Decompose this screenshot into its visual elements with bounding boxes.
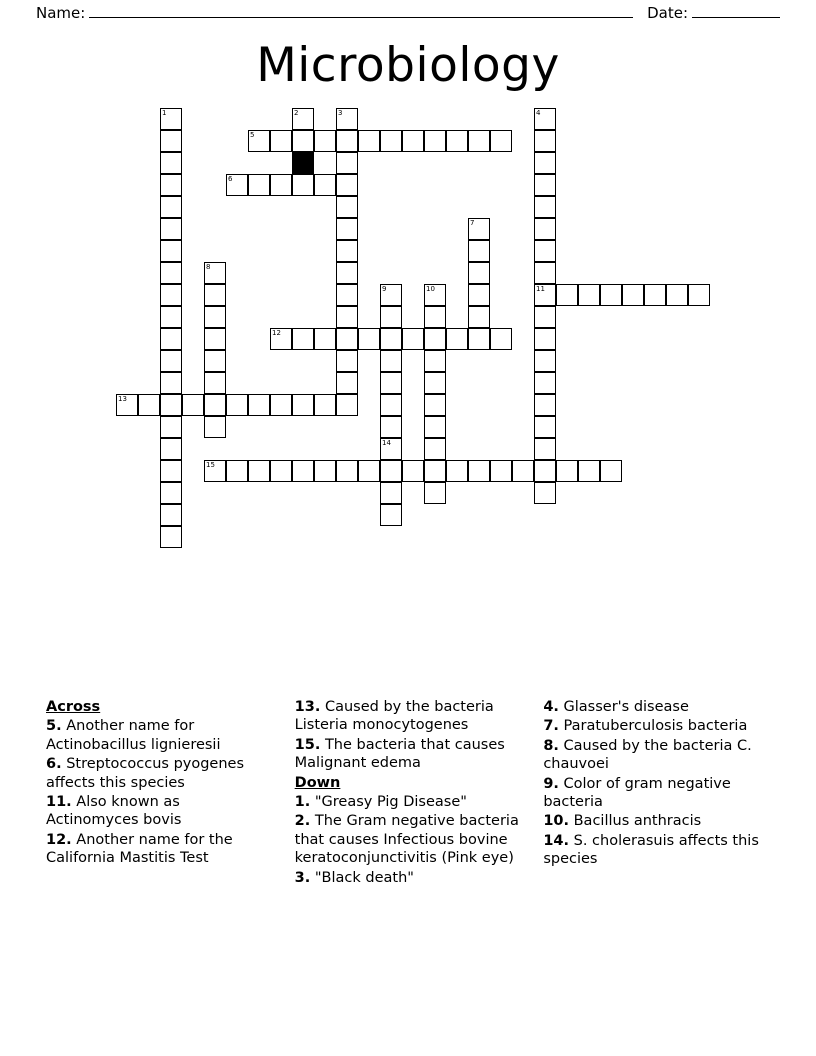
grid-cell[interactable] <box>468 284 490 306</box>
name-label: Name: <box>36 4 86 22</box>
grid-cell[interactable] <box>534 108 556 130</box>
grid-cell[interactable] <box>534 152 556 174</box>
grid-cell[interactable] <box>204 416 226 438</box>
grid-cell[interactable] <box>160 526 182 548</box>
grid-cell[interactable] <box>380 372 402 394</box>
grid-cell[interactable] <box>534 460 556 482</box>
grid-cell[interactable] <box>336 130 358 152</box>
grid-cell[interactable] <box>160 262 182 284</box>
grid-cell[interactable] <box>534 306 556 328</box>
grid-cell[interactable] <box>160 372 182 394</box>
grid-cell-number: 6 <box>228 175 233 183</box>
grid-cell[interactable] <box>468 328 490 350</box>
grid-cell[interactable] <box>204 306 226 328</box>
grid-cell[interactable] <box>292 174 314 196</box>
clue-text: Bacillus anthracis <box>569 813 702 830</box>
grid-cell[interactable] <box>182 394 204 416</box>
grid-cell[interactable] <box>336 394 358 416</box>
grid-cell[interactable] <box>160 328 182 350</box>
grid-cell[interactable] <box>534 130 556 152</box>
clue-number: 15. <box>294 736 321 753</box>
grid-cell[interactable] <box>380 284 402 306</box>
grid-cell[interactable] <box>534 482 556 504</box>
clue-item <box>46 831 273 868</box>
clue-text: "Black death" <box>310 869 414 886</box>
grid-cell[interactable] <box>380 460 402 482</box>
grid-cell[interactable] <box>490 328 512 350</box>
grid-cell[interactable] <box>248 460 270 482</box>
grid-cell[interactable] <box>160 130 182 152</box>
grid-cell[interactable] <box>336 328 358 350</box>
clue-text: Glasser's disease <box>558 699 689 715</box>
across-heading: Across <box>46 699 101 715</box>
clue-number: 8. <box>543 737 559 754</box>
grid-cell-number: 4 <box>536 109 541 117</box>
grid-cell[interactable] <box>336 350 358 372</box>
grid-cell[interactable] <box>578 460 600 482</box>
clue-number: 7. <box>543 718 559 735</box>
grid-cell[interactable] <box>556 460 578 482</box>
grid-cell[interactable] <box>314 174 336 196</box>
grid-cell[interactable] <box>314 394 336 416</box>
grid-cell[interactable] <box>578 284 600 306</box>
grid-cell[interactable] <box>600 460 622 482</box>
grid-cell[interactable] <box>160 240 182 262</box>
grid-cell[interactable] <box>336 108 358 130</box>
grid-cell[interactable] <box>358 460 380 482</box>
grid-cell-number: 10 <box>426 285 435 293</box>
grid-cell-number: 5 <box>250 131 255 139</box>
grid-cell[interactable] <box>490 130 512 152</box>
grid-cell[interactable] <box>644 284 666 306</box>
clue-number: 5. <box>46 718 62 735</box>
grid-cell[interactable] <box>204 350 226 372</box>
clue-text: Another name for Actinobacillus lignieresii <box>46 718 221 753</box>
grid-cell[interactable] <box>270 328 292 350</box>
grid-cell[interactable] <box>468 130 490 152</box>
grid-cell-number: 15 <box>206 461 215 469</box>
grid-cell[interactable] <box>160 306 182 328</box>
grid-cell[interactable] <box>534 284 556 306</box>
clue-item <box>543 698 770 716</box>
grid-cell[interactable] <box>336 152 358 174</box>
grid-cell[interactable] <box>292 394 314 416</box>
clue-number: 9. <box>543 775 559 792</box>
grid-cell[interactable] <box>380 306 402 328</box>
grid-cell[interactable] <box>424 482 446 504</box>
grid-cell-number: 13 <box>118 395 127 403</box>
grid-cell[interactable] <box>424 372 446 394</box>
grid-cell[interactable] <box>160 174 182 196</box>
grid-cell[interactable] <box>204 284 226 306</box>
clue-item <box>543 775 770 812</box>
grid-cell-number: 2 <box>294 109 299 117</box>
clue-item <box>543 832 770 869</box>
grid-cell[interactable] <box>270 460 292 482</box>
date-label: Date: <box>647 4 688 22</box>
grid-cell-number: 14 <box>382 439 391 447</box>
clue-number: 13. <box>294 699 321 715</box>
clue-number: 4. <box>543 699 559 715</box>
grid-cell[interactable] <box>402 130 424 152</box>
grid-cell[interactable] <box>160 460 182 482</box>
grid-cell[interactable] <box>424 306 446 328</box>
grid-cell[interactable] <box>402 460 424 482</box>
grid-cell[interactable] <box>424 394 446 416</box>
clue-number: 1. <box>294 794 311 811</box>
grid-cell[interactable] <box>468 262 490 284</box>
clue-number: 12. <box>46 831 72 848</box>
grid-cell[interactable] <box>468 306 490 328</box>
grid-cell[interactable] <box>534 416 556 438</box>
grid-cell[interactable] <box>424 438 446 460</box>
grid-cell[interactable] <box>534 394 556 416</box>
grid-cell[interactable] <box>446 460 468 482</box>
grid-cell[interactable] <box>336 372 358 394</box>
clue-item <box>543 812 770 830</box>
header <box>36 0 780 26</box>
grid-cell[interactable] <box>402 328 424 350</box>
grid-cell[interactable] <box>534 328 556 350</box>
clue-text: Streptococcus pyogenes affects this species <box>46 756 245 791</box>
grid-cell[interactable] <box>204 372 226 394</box>
grid-cell[interactable] <box>314 328 336 350</box>
clue-text: Caused by the bacteria Listeria monocytogenes <box>294 699 494 734</box>
grid-cell-block <box>292 152 314 174</box>
grid-cell[interactable] <box>204 460 226 482</box>
grid-cell[interactable] <box>358 328 380 350</box>
grid-cell[interactable] <box>534 196 556 218</box>
grid-cell[interactable] <box>248 394 270 416</box>
clue-text: "Greasy Pig Disease" <box>310 794 467 811</box>
grid-cell[interactable] <box>336 218 358 240</box>
grid-cell-number: 11 <box>536 285 545 293</box>
grid-cell[interactable] <box>666 284 688 306</box>
clue-item <box>295 793 522 811</box>
grid-cell[interactable] <box>292 328 314 350</box>
grid-cell[interactable] <box>380 482 402 504</box>
grid-cell[interactable] <box>204 328 226 350</box>
grid-cell[interactable] <box>292 130 314 152</box>
clue-item <box>543 717 770 735</box>
grid-cell[interactable] <box>534 240 556 262</box>
grid-cell[interactable] <box>358 130 380 152</box>
clue-item <box>295 736 522 773</box>
grid-cell[interactable] <box>424 284 446 306</box>
clue-text: Paratuberculosis bacteria <box>558 718 748 735</box>
clues-container <box>46 698 770 968</box>
crossword-grid[interactable] <box>116 108 706 548</box>
grid-cell[interactable] <box>622 284 644 306</box>
grid-cell[interactable] <box>468 240 490 262</box>
grid-cell-number: 12 <box>272 329 281 337</box>
clue-item <box>295 698 522 735</box>
grid-cell[interactable] <box>160 482 182 504</box>
clue-text: The bacteria that causes Malignant edema <box>294 736 505 772</box>
grid-cell[interactable] <box>336 306 358 328</box>
grid-cell[interactable] <box>424 130 446 152</box>
grid-cell[interactable] <box>380 350 402 372</box>
clue-item <box>46 717 273 754</box>
grid-cell[interactable] <box>380 438 402 460</box>
down-heading: Down <box>294 774 341 791</box>
grid-cell[interactable] <box>160 504 182 526</box>
grid-cell[interactable] <box>270 130 292 152</box>
grid-cell[interactable] <box>314 130 336 152</box>
grid-cell[interactable] <box>160 218 182 240</box>
grid-cell[interactable] <box>336 196 358 218</box>
grid-cell[interactable] <box>226 174 248 196</box>
page-title: Microbiology <box>256 38 560 93</box>
grid-cell[interactable] <box>512 460 534 482</box>
grid-cell[interactable] <box>688 284 710 306</box>
grid-cell[interactable] <box>160 108 182 130</box>
grid-cell[interactable] <box>534 350 556 372</box>
grid-cell[interactable] <box>424 350 446 372</box>
grid-cell[interactable] <box>226 394 248 416</box>
grid-cell[interactable] <box>468 218 490 240</box>
grid-cell-number: 3 <box>338 109 343 117</box>
clue-item <box>46 793 273 830</box>
grid-cell[interactable] <box>380 394 402 416</box>
grid-cell[interactable] <box>270 174 292 196</box>
clue-text: Also known as Actinomyces bovis <box>46 794 182 829</box>
grid-cell[interactable] <box>446 130 468 152</box>
clue-text: S. cholerasuis affects this species <box>543 832 759 868</box>
grid-cell[interactable] <box>556 284 578 306</box>
grid-cell[interactable] <box>336 284 358 306</box>
grid-cell[interactable] <box>160 152 182 174</box>
clue-number: 3. <box>294 869 311 886</box>
grid-cell[interactable] <box>534 174 556 196</box>
grid-cell[interactable] <box>446 328 468 350</box>
clue-item <box>295 812 522 867</box>
grid-cell[interactable] <box>138 394 160 416</box>
clue-text: Caused by the bacteria C. chauvoei <box>543 737 752 773</box>
grid-cell[interactable] <box>248 130 270 152</box>
grid-cell[interactable] <box>248 174 270 196</box>
grid-cell[interactable] <box>160 394 182 416</box>
grid-cell[interactable] <box>534 438 556 460</box>
grid-cell[interactable] <box>380 130 402 152</box>
grid-cell[interactable] <box>270 394 292 416</box>
clue-number: 11. <box>46 794 72 811</box>
grid-cell[interactable] <box>600 284 622 306</box>
grid-cell[interactable] <box>226 460 248 482</box>
grid-cell-number: 8 <box>206 263 211 271</box>
grid-cell[interactable] <box>292 108 314 130</box>
grid-cell[interactable] <box>314 460 336 482</box>
clue-text: Color of gram negative bacteria <box>543 775 731 811</box>
grid-cell[interactable] <box>534 262 556 284</box>
grid-cell[interactable] <box>336 262 358 284</box>
clue-item <box>46 755 273 792</box>
grid-cell-number: 7 <box>470 219 475 227</box>
grid-cell[interactable] <box>380 328 402 350</box>
grid-cell[interactable] <box>160 196 182 218</box>
grid-cell[interactable] <box>336 240 358 262</box>
clue-item <box>543 737 770 774</box>
grid-cell[interactable] <box>160 284 182 306</box>
grid-cell[interactable] <box>292 460 314 482</box>
grid-cell-number: 1 <box>162 109 167 117</box>
clue-number: 6. <box>46 756 62 773</box>
grid-cell[interactable] <box>534 218 556 240</box>
grid-cell[interactable] <box>424 416 446 438</box>
clue-number: 14. <box>543 832 569 849</box>
grid-cell-number: 9 <box>382 285 387 293</box>
grid-cell[interactable] <box>424 460 446 482</box>
grid-cell[interactable] <box>336 460 358 482</box>
clue-number: 10. <box>543 813 569 830</box>
grid-cell[interactable] <box>380 416 402 438</box>
clue-number: 2. <box>294 813 311 830</box>
grid-cell[interactable] <box>116 394 138 416</box>
grid-cell[interactable] <box>204 394 226 416</box>
grid-cell[interactable] <box>204 262 226 284</box>
clue-item <box>295 869 522 887</box>
clue-text: Another name for the California Mastitis Test <box>46 831 233 867</box>
grid-cell[interactable] <box>160 416 182 438</box>
name-blank-line <box>89 5 633 18</box>
grid-cell[interactable] <box>336 174 358 196</box>
grid-cell[interactable] <box>160 438 182 460</box>
clue-text: The Gram negative bacteria that causes Infectious bovine keratoconjunctivitis (Pink eye) <box>294 813 519 867</box>
grid-cell[interactable] <box>380 504 402 526</box>
date-blank-line <box>692 5 780 18</box>
grid-cell[interactable] <box>490 460 512 482</box>
grid-cell[interactable] <box>534 372 556 394</box>
grid-cell[interactable] <box>468 460 490 482</box>
grid-cell[interactable] <box>160 350 182 372</box>
grid-cell[interactable] <box>424 328 446 350</box>
